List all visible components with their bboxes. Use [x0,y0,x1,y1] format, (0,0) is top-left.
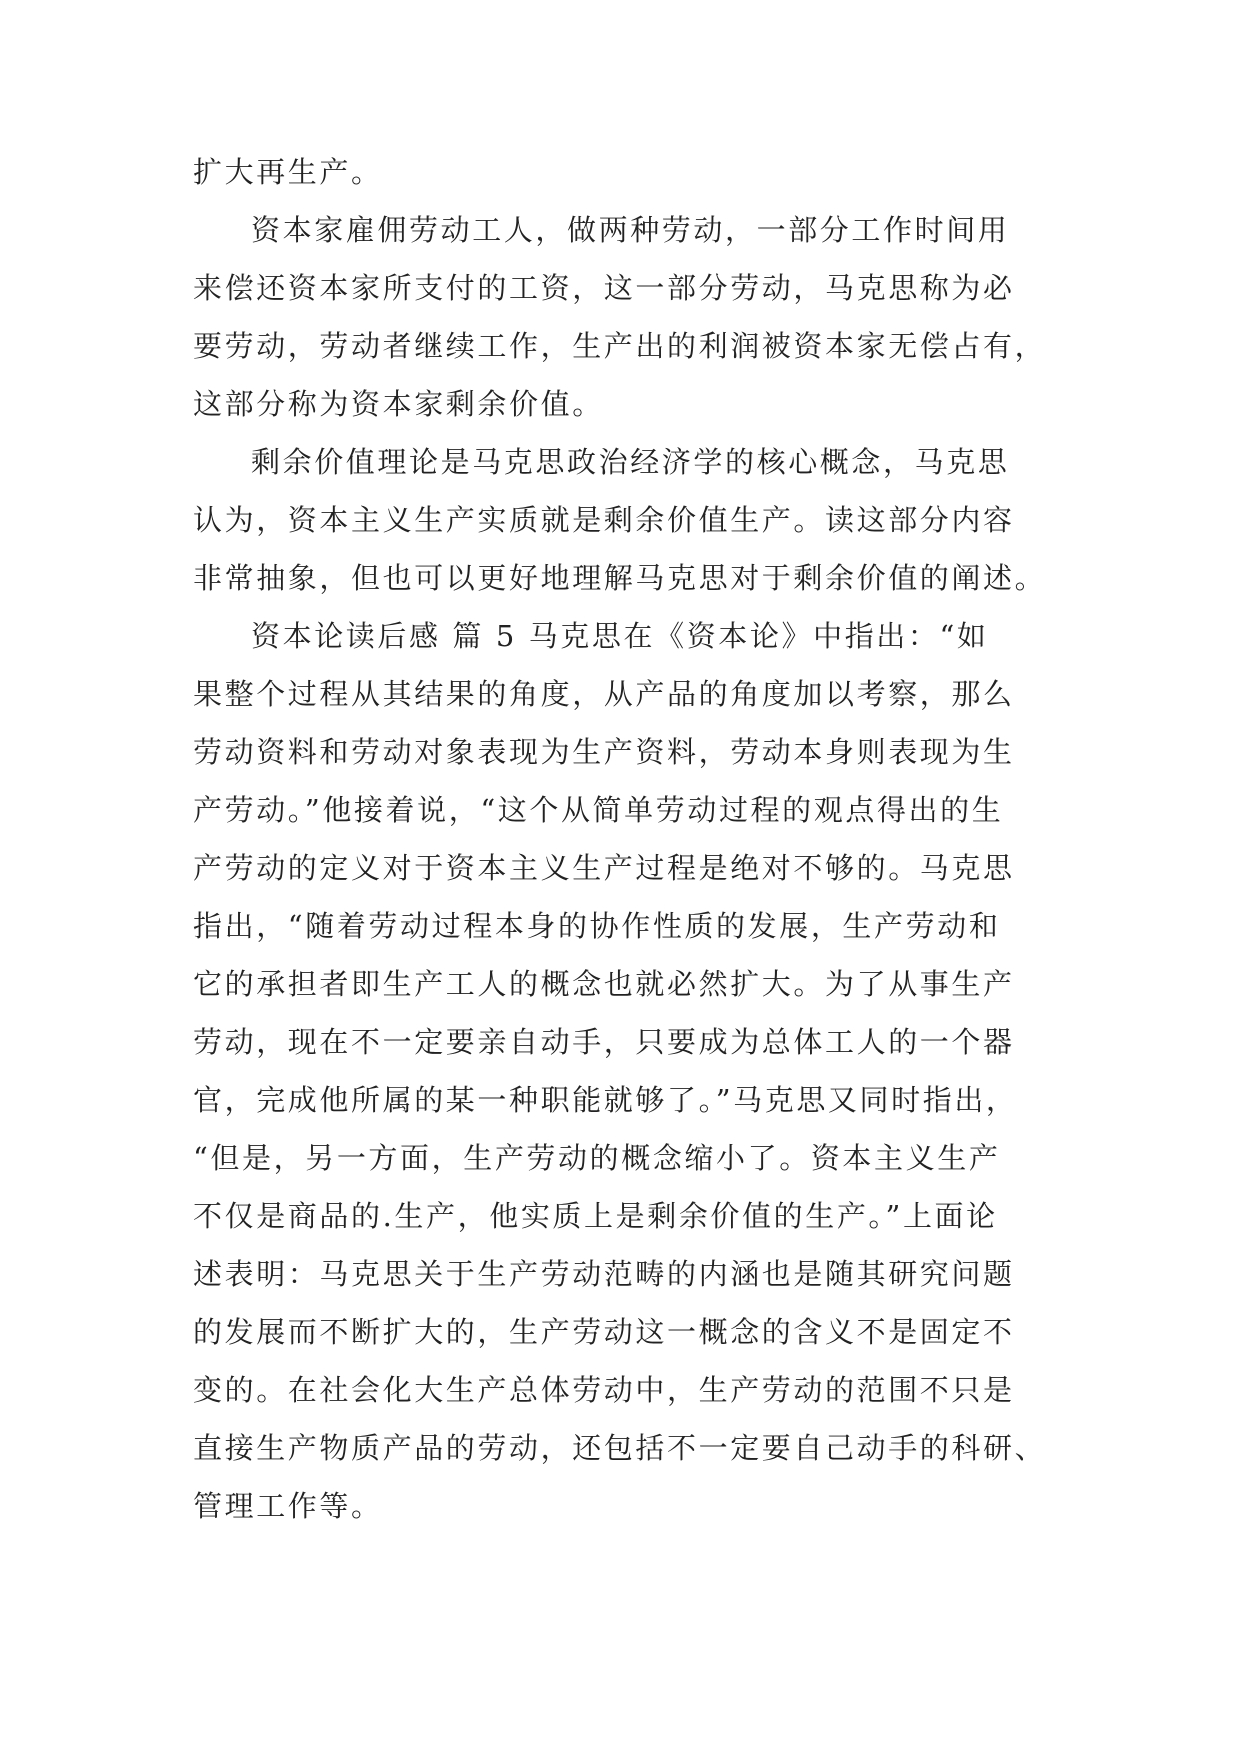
text-line: 认为，资本主义生产实质就是剩余价值生产。读这部分内容 [193,503,1015,537]
text-line: 来偿还资本家所支付的工资，这一部分劳动，马克思称为必 [193,271,1015,305]
section-heading-line: 资本论读后感 篇 5 马克思在《资本论》中指出：“如 [251,619,989,653]
text-line: 这部分称为资本家剩余价值。 [193,387,604,421]
text-line: 的发展而不断扩大的，生产劳动这一概念的含义不是固定不 [193,1315,1015,1349]
text-line: 产劳动的定义对于资本主义生产过程是绝对不够的。马克思 [193,851,1015,885]
text-line: 劳动，现在不一定要亲自动手，只要成为总体工人的一个器 [193,1025,1015,1059]
text-line: 管理工作等。 [193,1489,383,1523]
text-line: “但是，另一方面，生产劳动的概念缩小了。资本主义生产 [193,1141,1001,1175]
text-line: 不仅是商品的.生产，他实质上是剩余价值的生产。”上面论 [193,1199,998,1233]
text-line: 官，完成他所属的某一种职能就够了。”马克思又同时指出， [193,1083,1018,1117]
text-line: 扩大再生产。 [193,155,383,189]
text-line: 产劳动。”他接着说，“这个从简单劳动过程的观点得出的生 [193,793,1004,827]
text-line: 述表明：马克思关于生产劳动范畴的内涵也是随其研究问题 [193,1257,1015,1291]
text-line: 指出，“随着劳动过程本身的协作性质的发展，生产劳动和 [193,909,1001,943]
text-line: 要劳动，劳动者继续工作，生产出的利润被资本家无偿占有， [193,329,1047,363]
text-line: 非常抽象，但也可以更好地理解马克思对于剩余价值的阐述。 [193,561,1047,595]
text-line: 直接生产物质产品的劳动，还包括不一定要自己动手的科研、 [193,1431,1047,1465]
paragraph-start-line: 资本家雇佣劳动工人，做两种劳动，一部分工作时间用 [251,213,1010,247]
text-line: 果整个过程从其结果的角度，从产品的角度加以考察，那么 [193,677,1015,711]
text-line: 它的承担者即生产工人的概念也就必然扩大。为了从事生产 [193,967,1015,1001]
paragraph-start-line: 剩余价值理论是马克思政治经济学的核心概念，马克思 [251,445,1010,479]
text-line: 劳动资料和劳动对象表现为生产资料，劳动本身则表现为生 [193,735,1015,769]
text-line: 变的。在社会化大生产总体劳动中，生产劳动的范围不只是 [193,1373,1015,1407]
body-text [193,150,1073,1542]
